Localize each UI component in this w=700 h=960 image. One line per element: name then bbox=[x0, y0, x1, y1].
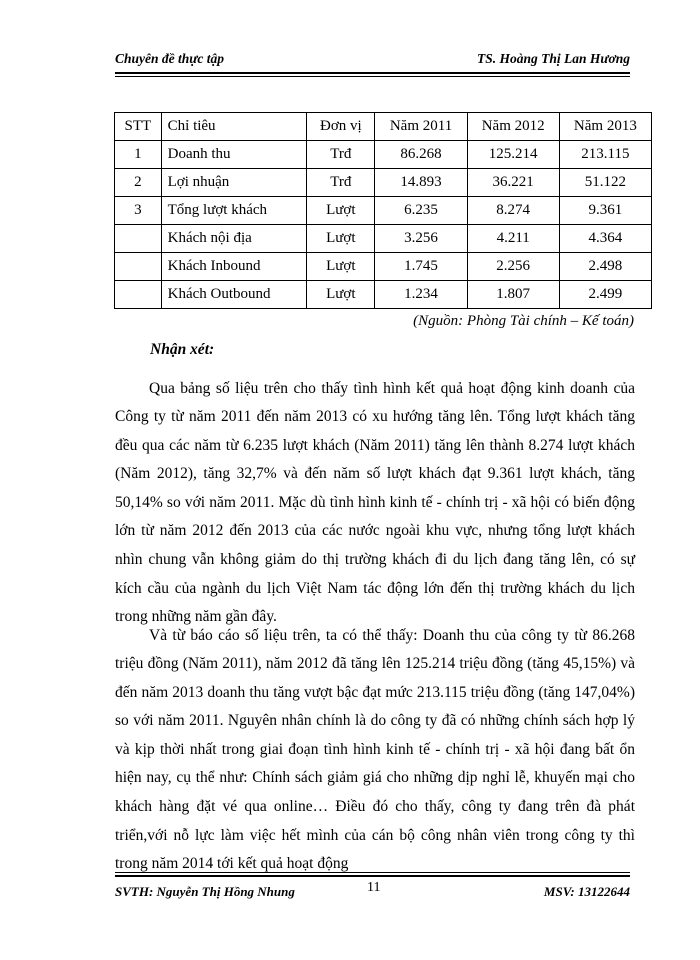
table-cell: 213.115 bbox=[559, 141, 651, 169]
table-cell: 8.274 bbox=[467, 197, 559, 225]
table-cell: Khách nội địa bbox=[161, 225, 307, 253]
table-cell: Khách Outbound bbox=[161, 281, 307, 309]
column-header: STT bbox=[115, 113, 162, 141]
footer-student-id: MSV: 13122644 bbox=[543, 884, 630, 899]
table-cell: 3 bbox=[115, 197, 162, 225]
table-cell bbox=[115, 253, 162, 281]
table-row bbox=[115, 253, 652, 281]
table-cell: 1.807 bbox=[467, 281, 559, 309]
table-cell: 4.364 bbox=[559, 225, 651, 253]
paragraph-customers: Qua bảng số liệu trên cho thấy tình hình kết quả hoạt động kinh doanh của Công ty từ năm 2011 đến năm 2013 có xu hướng tăng lên. Tổng lượt khách tăng đều qua các năm từ 6.235 lượt khách (Năm 2011) tăng lên thành 8.274 lượt khách (Năm 2012), tăng 32,7% và đến năm số lượt khách đạt 9.361 lượt khách, tăng 50,14% so với năm 2011. Mặc dù tình hình kinh tế - chính trị - xã hội có biến động lớn từ năm 2012 đến 2013 của các nước ngoài khu vực, nhưng tổng lượt khách nhìn chung vẫn không giảm do thị trường khách đi du lịch đang tăng lên, có sự kích cầu của ngành du lịch Việt Nam tác động lớn đến thị trường khách du lịch trong những năm gần đây. bbox=[115, 379, 635, 626]
column-header: Năm 2011 bbox=[375, 113, 467, 141]
table-cell: 125.214 bbox=[467, 141, 559, 169]
table-cell: Lượt bbox=[307, 225, 375, 253]
footer-student-name: SVTH: Nguyễn Thị Hồng Nhung bbox=[115, 884, 295, 899]
table-row bbox=[115, 281, 652, 309]
header-rule bbox=[115, 72, 630, 77]
table-cell: Doanh thu bbox=[161, 141, 307, 169]
table-cell: 2.499 bbox=[559, 281, 651, 309]
table-cell: 3.256 bbox=[375, 225, 467, 253]
table-cell: 14.893 bbox=[375, 169, 467, 197]
table-cell: 1 bbox=[115, 141, 162, 169]
table-row bbox=[115, 169, 652, 197]
table-cell: Lượt bbox=[307, 281, 375, 309]
table-cell: 6.235 bbox=[375, 197, 467, 225]
table-cell: Tổng lượt khách bbox=[161, 197, 307, 225]
table-row bbox=[115, 141, 652, 169]
table-cell: Lượt bbox=[307, 197, 375, 225]
table-cell: Trđ bbox=[307, 141, 375, 169]
column-header: Năm 2013 bbox=[559, 113, 651, 141]
column-header: Đơn vị bbox=[307, 113, 375, 141]
table-cell: 36.221 bbox=[467, 169, 559, 197]
table-cell: 9.361 bbox=[559, 197, 651, 225]
header-supervisor: TS. Hoàng Thị Lan Hương bbox=[477, 51, 630, 66]
table-header-row bbox=[115, 113, 652, 141]
table-cell: 51.122 bbox=[559, 169, 651, 197]
paragraph-revenue: Và từ báo cáo số liệu trên, ta có thể thấy: Doanh thu của công ty từ 86.268 triệu đồng (Năm 2011), năm 2012 đã tăng lên 125.214 triệu đồng (tăng 45,15%) và đến năm 2013 doanh thu tăng vượt bậc đạt mức 213.115 triệu đồng (tăng 147,04%) so với năm 2011. Nguyên nhân chính là do công ty đã có những chính sách hợp lý và kịp thời nhất trong giai đoạn tình hình kinh tế - chính trị - xã hội đang bất ổn hiện nay, cụ thể như: Chính sách giảm giá cho những dịp nghỉ lễ, khuyến mại cho khách hàng đặt vé qua online… Điều đó cho thấy, công ty đang trên đà phát triển,với nỗ lực làm việc hết mình của cán bộ công nhân viên trong công ty thì trong năm 2014 tới kết quả hoạt động bbox=[115, 626, 635, 873]
table-cell: Khách Inbound bbox=[161, 253, 307, 281]
business-results-table bbox=[114, 112, 652, 309]
table-cell: Lượt bbox=[307, 253, 375, 281]
table-cell: Lợi nhuận bbox=[161, 169, 307, 197]
page-number: 11 bbox=[367, 880, 381, 895]
header-document-type: Chuyên đề thực tập bbox=[115, 51, 224, 66]
table-cell: 4.211 bbox=[467, 225, 559, 253]
table-row bbox=[115, 225, 652, 253]
table-cell bbox=[115, 281, 162, 309]
table-row bbox=[115, 197, 652, 225]
section-title: Nhận xét: bbox=[150, 341, 215, 358]
table-cell: 2.498 bbox=[559, 253, 651, 281]
table-source-note: (Nguồn: Phòng Tài chính – Kế toán) bbox=[413, 313, 634, 329]
footer-rule bbox=[115, 872, 630, 877]
table-cell: Trđ bbox=[307, 169, 375, 197]
table-cell: 1.745 bbox=[375, 253, 467, 281]
table-cell: 1.234 bbox=[375, 281, 467, 309]
column-header: Chỉ tiêu bbox=[161, 113, 307, 141]
table-cell: 2.256 bbox=[467, 253, 559, 281]
table-cell: 86.268 bbox=[375, 141, 467, 169]
column-header: Năm 2012 bbox=[467, 113, 559, 141]
table-cell bbox=[115, 225, 162, 253]
page-header bbox=[115, 47, 630, 73]
table-cell: 2 bbox=[115, 169, 162, 197]
